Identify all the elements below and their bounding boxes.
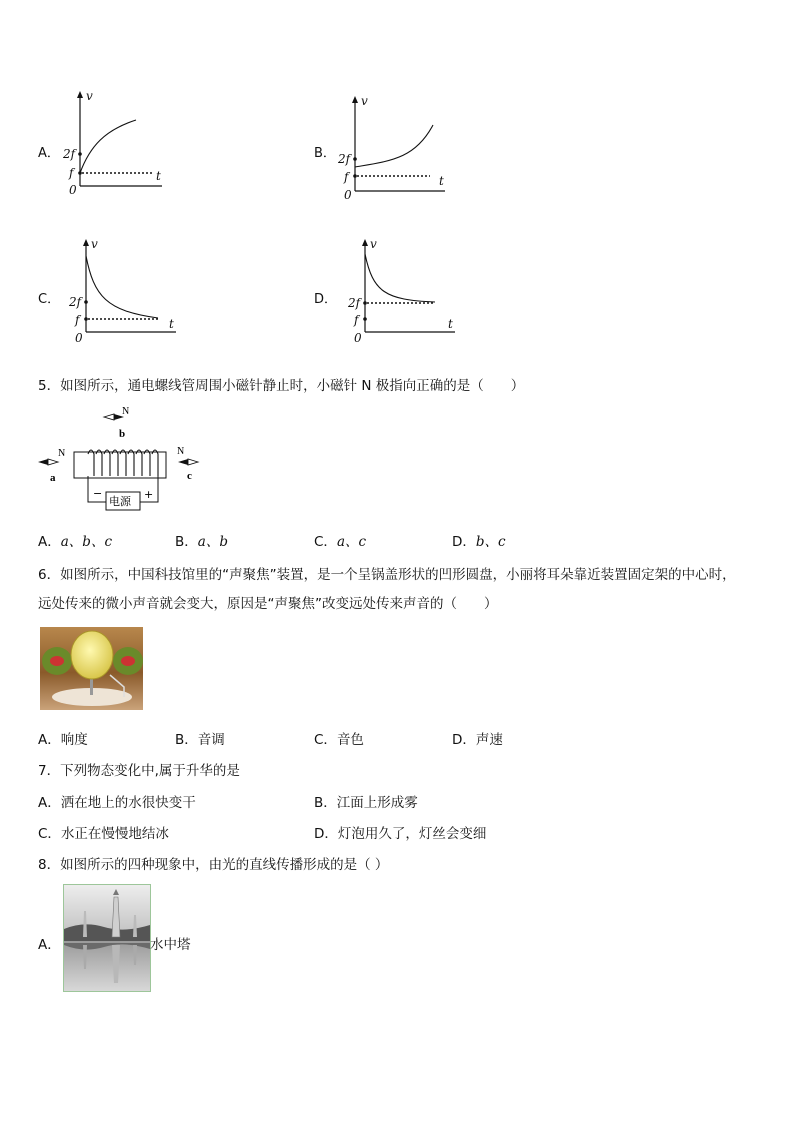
q6-option-c[interactable]: [314, 728, 364, 748]
graph-c-t-label: t: [169, 317, 174, 331]
graph-b: [335, 93, 450, 205]
question-7-stem: 7．下列物态变化中,属于升华的是: [38, 763, 240, 779]
question-8-stem: 8．如图所示的四种现象中，由光的直线传播形成的是（ ）: [38, 857, 389, 873]
graph-a-2f-label: 2f: [63, 147, 76, 161]
compass-b-n-label: N: [122, 406, 130, 417]
compass-b-label: b: [119, 428, 126, 440]
graph-b-t-label: t: [439, 174, 444, 188]
q5-option-c-text: a、c: [336, 534, 367, 550]
q7-option-a[interactable]: [38, 791, 196, 811]
graph-a: [60, 88, 170, 200]
graph-b-v-label: v: [361, 94, 368, 108]
graph-a-label: A．: [38, 146, 60, 161]
q5-option-a-text: a、b、c: [60, 534, 113, 550]
q6-option-d[interactable]: [452, 728, 503, 748]
graph-a-origin: 0: [69, 183, 77, 197]
q6-option-d-key: D．: [452, 732, 476, 748]
question-6-stem-line1: 6．如图所示，中国科技馆里的“声聚焦”装置，是一个呈锅盖形状的凹形圆盘，小丽将耳朵靠近装置固定架的中心时，: [38, 567, 736, 583]
q6-option-a-text: 响度: [60, 732, 88, 748]
solenoid-figure: [36, 404, 216, 516]
q6-option-b[interactable]: [175, 728, 225, 748]
q5-option-b-key: B．: [175, 534, 198, 550]
q7-option-c-key: C．: [38, 826, 61, 842]
q5-option-d-text: b、c: [475, 534, 506, 550]
q7-option-b-key: B．: [314, 795, 337, 811]
compass-c-label: c: [187, 470, 192, 482]
graph-c-2f-label: 2f: [69, 295, 82, 309]
graph-c-v-label: v: [91, 237, 98, 251]
compass-a-n-label: N: [58, 448, 66, 459]
graph-b-2f-label: 2f: [338, 152, 351, 166]
graph-c: [66, 236, 181, 346]
graph-b-f-label: f: [344, 170, 349, 184]
power-source-label: 电源: [109, 495, 131, 508]
graph-d-t-label: t: [448, 317, 453, 331]
graph-a-t-label: t: [156, 169, 161, 183]
q5-option-d[interactable]: [452, 530, 506, 550]
q6-option-d-text: 声速: [475, 732, 503, 748]
q6-option-a-key: A．: [38, 732, 61, 748]
power-plus-label: +: [144, 488, 154, 501]
graph-c-f-label: f: [75, 313, 80, 327]
q5-option-a-key: A．: [38, 534, 61, 550]
graph-b-origin: 0: [344, 188, 352, 202]
graph-d-label: D．: [314, 292, 338, 307]
q7-option-c[interactable]: [38, 822, 169, 842]
question-6-stem-line2: 远处传来的微小声音就会变大，原因是“声聚焦”改变远处传来声音的（ ）: [38, 596, 498, 612]
graph-d-2f-label: 2f: [348, 296, 361, 310]
q6-option-c-key: C．: [314, 732, 337, 748]
graph-d-origin: 0: [354, 331, 362, 345]
q6-option-c-text: 音色: [336, 732, 364, 748]
q5-option-a[interactable]: [38, 530, 112, 550]
q7-option-b[interactable]: [314, 791, 418, 811]
power-minus-label: −: [93, 487, 103, 500]
q5-option-b-text: a、b: [197, 534, 228, 550]
q5-option-c-key: C．: [314, 534, 337, 550]
graph-c-label: C．: [38, 292, 61, 307]
tower-reflection-photo[interactable]: [63, 884, 151, 992]
graph-a-f-label: f: [69, 166, 74, 180]
q6-option-b-text: 音调: [197, 732, 225, 748]
graph-b-label: B．: [314, 146, 336, 161]
compass-a-label: a: [50, 472, 56, 484]
q7-option-a-text: 洒在地上的水很快变干: [60, 795, 196, 811]
q8-option-a-caption: 水中塔: [150, 937, 191, 953]
graph-d-v-label: v: [370, 237, 377, 251]
compass-c-n-label: N: [177, 446, 185, 457]
q8-option-a-key: A．: [38, 937, 61, 953]
graph-a-v-label: v: [86, 89, 93, 103]
q6-option-b-key: B．: [175, 732, 198, 748]
q5-option-d-key: D．: [452, 534, 476, 550]
q7-option-b-text: 江面上形成雾: [336, 795, 418, 811]
graph-d: [345, 236, 460, 346]
q5-option-c[interactable]: [314, 530, 366, 550]
graph-c-origin: 0: [75, 331, 83, 345]
q7-option-c-text: 水正在慢慢地结冰: [60, 826, 169, 842]
q7-option-d[interactable]: [314, 822, 486, 842]
sound-focus-photo: [40, 627, 143, 710]
question-5-stem: 5．如图所示，通电螺线管周围小磁针静止时，小磁针 N 极指向正确的是（ ）: [38, 378, 525, 394]
q5-option-b[interactable]: [175, 530, 228, 550]
q6-option-a[interactable]: [38, 728, 88, 748]
q7-option-a-key: A．: [38, 795, 61, 811]
q7-option-d-key: D．: [314, 826, 338, 842]
q7-option-d-text: 灯泡用久了，灯丝会变细: [337, 826, 487, 842]
graph-d-f-label: f: [354, 313, 359, 327]
